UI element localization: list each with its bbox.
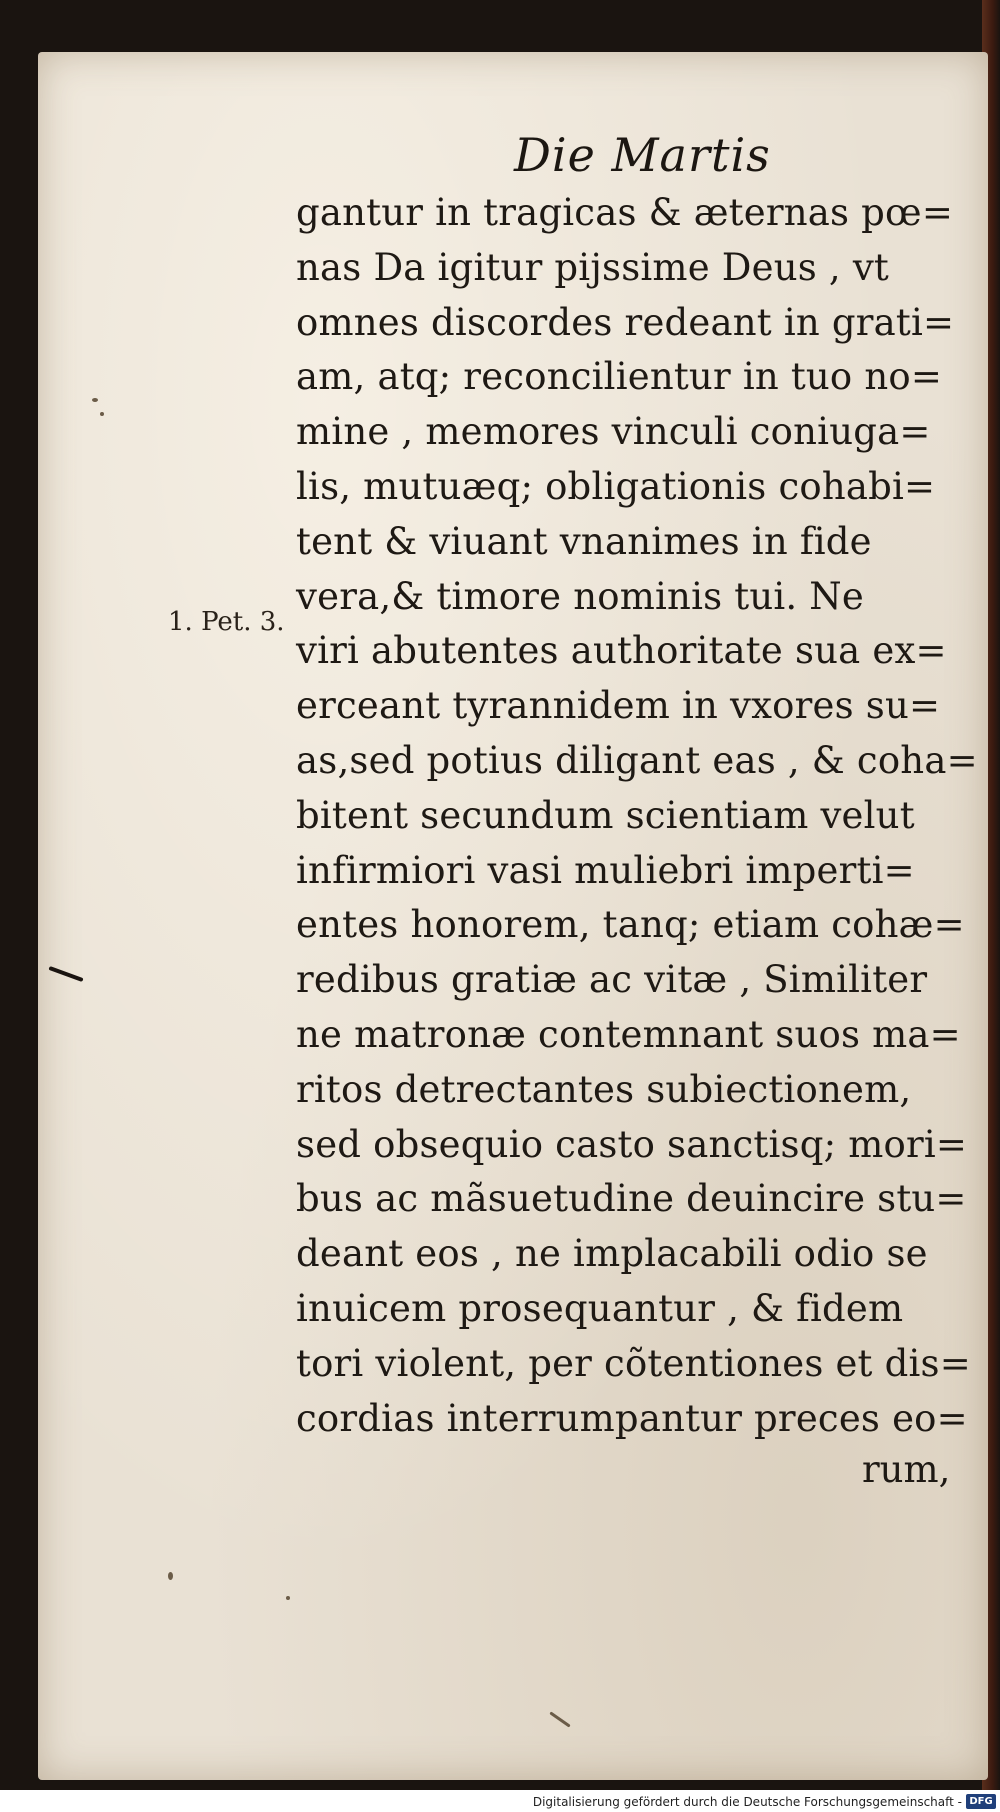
text-line: cordias interrumpantur preces eo= xyxy=(296,1396,968,1440)
text-line: nas Da igitur pijssime Deus , vt xyxy=(296,245,889,289)
text-line: redibus gratiæ ac vitæ , Similiter xyxy=(296,958,928,1002)
text-line: inuicem prosequantur , & fidem xyxy=(296,1286,904,1330)
text-line: ne matronæ contemnant suos ma= xyxy=(296,1012,961,1056)
text-line: am, atq; reconcilientur in tuo no= xyxy=(296,355,943,399)
text-line: erceant tyrannidem in vxores su= xyxy=(296,684,941,728)
paper-speck xyxy=(92,398,98,402)
text-line: gantur in tragicas & æternas pœ= xyxy=(296,191,954,234)
text-line: lis, mutuæq; obligationis cohabi= xyxy=(296,464,936,508)
paper-speck xyxy=(286,1596,290,1600)
text-line: infirmiori vasi muliebri imperti= xyxy=(296,848,915,892)
text-line: entes honorem, tanq; etiam cohæ= xyxy=(296,903,965,947)
paper-speck xyxy=(168,1572,173,1580)
catchword: rum, xyxy=(862,1448,951,1491)
text-line: bus ac mãsuetudine deuincire stu= xyxy=(296,1177,967,1221)
paper-speck xyxy=(100,412,104,416)
dfg-logo: DFG xyxy=(966,1794,996,1809)
text-line: bitent secundum scientiam velut xyxy=(296,793,915,837)
running-head: Die Martis xyxy=(514,128,771,182)
text-line: deant eos , ne implacabili odio se xyxy=(296,1232,928,1276)
text-line: sed obsequio casto sanctisq; mori= xyxy=(296,1122,968,1166)
text-line: mine , memores vinculi coniuga= xyxy=(296,410,931,454)
text-line: viri abutentes authoritate sua ex= xyxy=(296,629,947,673)
text-line: tent & viuant vnanimes in fide xyxy=(296,519,872,563)
marginal-note: 1. Pet. 3. xyxy=(168,607,285,637)
text-line: tori violent, per cõtentiones et dis= xyxy=(296,1341,971,1385)
text-line: as,sed potius diligant eas , & coha= xyxy=(296,738,978,782)
footer-credit: Digitalisierung gefördert durch die Deutsche Forschungsgemeinschaft - xyxy=(532,1795,962,1809)
text-line: ritos detrectantes subiectionem, xyxy=(296,1067,912,1111)
footer-strip xyxy=(0,1790,1000,1812)
text-block xyxy=(296,186,978,1446)
text-line: omnes discordes redeant in grati= xyxy=(296,300,955,344)
text-line: vera,& timore nominis tui. Ne xyxy=(296,574,864,618)
